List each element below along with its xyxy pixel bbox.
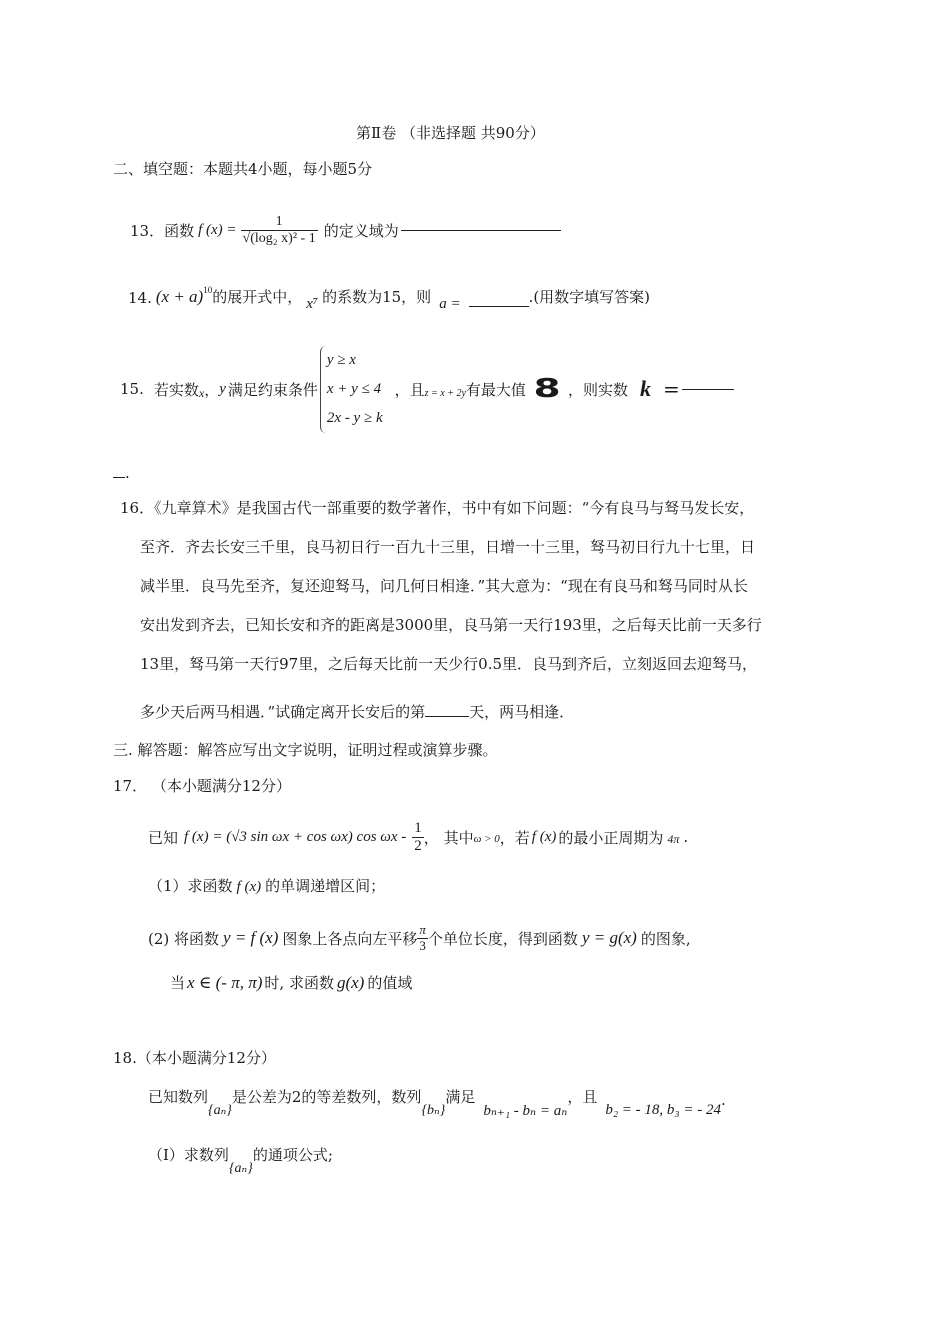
q15-text3: ，且 (394, 380, 425, 399)
question-15 (120, 344, 734, 434)
q18-header: 18.（本小题满分12分） (113, 1049, 276, 1067)
q17-period-text: 的最小正周期为 (558, 828, 664, 847)
q15-sep: ， (204, 380, 220, 399)
q15-answer-blank[interactable] (682, 389, 734, 390)
q18-text1: 是公差为2的等差数列，数列 (231, 1087, 422, 1106)
q15-constraint-1: y ≥ x (326, 351, 356, 368)
q17-p3-g: g(x) (336, 973, 365, 992)
q17-p1-text: 的单调递增区间； (265, 877, 386, 895)
q17-end: . (683, 828, 689, 846)
q18-text3: ，且 (567, 1087, 598, 1106)
q17-half-den: 2 (414, 837, 422, 854)
q15-x: x (198, 385, 205, 400)
q17-fx: f (x) (531, 828, 557, 845)
q17-p3-mid: 时, 求函数 (264, 974, 334, 992)
q13-number: 13． (130, 221, 165, 240)
q17-pi-den: 3 (419, 937, 426, 953)
q13-post: 的定义域为 (323, 221, 399, 240)
q17-p1-fx: f (x) (236, 879, 262, 895)
q18-p1-an: {aₙ} (228, 1160, 253, 1176)
q17-p2-eq: y = f (x) (223, 928, 279, 947)
q18-text2: 满足 (445, 1087, 476, 1106)
q17-part-2 (148, 914, 691, 962)
q14-number: 14. (128, 289, 152, 307)
q15-y: y (219, 380, 226, 397)
q14-expr: (x + a) (155, 287, 204, 306)
q17-p3-pre: 当 (170, 974, 186, 992)
q15-max-value: 8 (533, 374, 561, 404)
q18-bn: {bₙ} (421, 1102, 446, 1118)
q17-given-pre: 已知 (148, 828, 179, 847)
section-title: 第Ⅱ卷 （非选择题 共90分） (356, 124, 545, 142)
q15-z: z = x + 2y (424, 387, 466, 399)
q17-p3-end: 的值域 (367, 974, 413, 992)
q15-text4: 有最大值 (465, 380, 526, 399)
q15-text5: ，则实数 (568, 380, 629, 399)
q16-line-6b: 天，两马相逢． (469, 703, 575, 721)
q16-line-6a: 多少天后两马相遇．”试确定离开长安后的第 (140, 703, 426, 721)
q15-eq: = (663, 377, 680, 401)
q17-p2-text2: 个单位长度，得到函数 (427, 929, 578, 948)
question-13 (130, 203, 561, 257)
q18-part-1 (148, 1140, 333, 1180)
q17-p2-text1: 图象上各点向左平移 (282, 929, 418, 948)
q16-line-1: 16．《九章算术》是我国古代一部重要的数学著作，书中有如下问题：“今有良马与驽马发长安， (120, 499, 755, 517)
q17-mid: ， 其中 (423, 828, 474, 847)
q18-p1-label: （Ⅰ）求数列 (148, 1145, 229, 1164)
q18-relation: bₙ₊₁ - bₙ = aₙ (483, 1102, 568, 1119)
q17-half (412, 820, 424, 854)
q18-given (148, 1082, 726, 1122)
q17-p2-geq: y = g(x) (581, 928, 637, 947)
q14-exponent: 10 (203, 285, 213, 295)
q16-line-6 (140, 701, 574, 722)
q13-denominator: √(log₂ x)² - 1 (242, 230, 316, 246)
q17-part-2-domain (170, 972, 412, 993)
q17-p2-text3: 的图象, (640, 929, 691, 948)
q13-pre: 函数 (164, 221, 195, 240)
q16-line-2: 至齐．齐去长安三千里，良马初日行一百九十三里，日增一十三里，驽马初日行九十七里，日 (140, 538, 756, 556)
q17-period: 4π (667, 831, 680, 846)
q14-text1: 的展开式中， (212, 288, 303, 306)
q17-mid2: ，若 (499, 828, 530, 847)
q15-text1: 若实数 (153, 380, 199, 399)
q17-part-1 (148, 875, 385, 896)
q13-answer-blank[interactable] (401, 230, 561, 231)
q17-p2-label: (2) 将函数 (148, 929, 220, 948)
q18-values: b₂ = - 18, b₃ = - 24 (605, 1101, 722, 1118)
q14-text3: .(用数字填写答案) (528, 288, 651, 306)
q17-half-num: 1 (414, 820, 422, 836)
q17-omega: ω > 0 (473, 833, 500, 845)
q18-end: . (721, 1091, 726, 1109)
question-14 (128, 285, 651, 312)
q15-constraint-3: 2x - y ≥ k (326, 409, 383, 426)
q17-pi-num: π (419, 922, 426, 938)
q17-given (148, 812, 688, 862)
q17-p1-label: （1）求函数 (148, 877, 233, 895)
q13-func: f (x) = (198, 221, 237, 238)
q15-constraint-2: x + y ≤ 4 (326, 380, 382, 397)
q18-p1-end: 的通项公式; (252, 1145, 333, 1164)
answer-section-header: 三. 解答题：解答应写出文字说明，证明过程或演算步骤。 (113, 741, 498, 759)
q16-line-3: 减半里．良马先至齐，复还迎驽马，问几何日相逢．”其大意为：“现在有良马和驽马同时从长 (140, 577, 748, 595)
q14-a-eq: a = (439, 296, 461, 312)
fill-section-header: 二、填空题：本题共4小题，每小题5分 (113, 160, 373, 178)
q17-function: f (x) = (√3 sin ωx + cos ωx) cos ωx - (184, 828, 407, 845)
q18-pre: 已知数列 (148, 1087, 209, 1106)
q17-pi-over-3 (417, 923, 428, 953)
q14-text2: 的系数为15，则 (322, 288, 432, 306)
q16-line-4: 安出发到齐去，已知长安和齐的距离是3000里，良马第一天行193里，之后每天比前一天多行 (140, 616, 762, 634)
q17-p3-domain: x ∈ (- π, π) (187, 973, 263, 992)
q15-number: 15. (120, 380, 144, 398)
q15-constraints (320, 346, 383, 433)
q15-k: k (640, 376, 652, 401)
q15-answer-blank-cont[interactable] (113, 477, 125, 478)
q14-answer-blank[interactable] (469, 306, 529, 307)
q16-answer-blank[interactable] (425, 716, 469, 717)
q13-numerator: 1 (241, 214, 318, 230)
q18-an: {aₙ} (208, 1102, 232, 1118)
q13-fraction (241, 214, 318, 246)
q15-text2: 满足约束条件 (227, 380, 318, 399)
q15-tail: . (113, 464, 130, 482)
q17-header: 17． （本小题满分12分） (113, 777, 291, 795)
q14-x7: x⁷ (306, 296, 319, 312)
q16-line-5: 13里，驽马第一天行97里，之后每天比前一天少行0.5里．良马到齐后，立刻返回去迎驽马， (140, 655, 758, 673)
